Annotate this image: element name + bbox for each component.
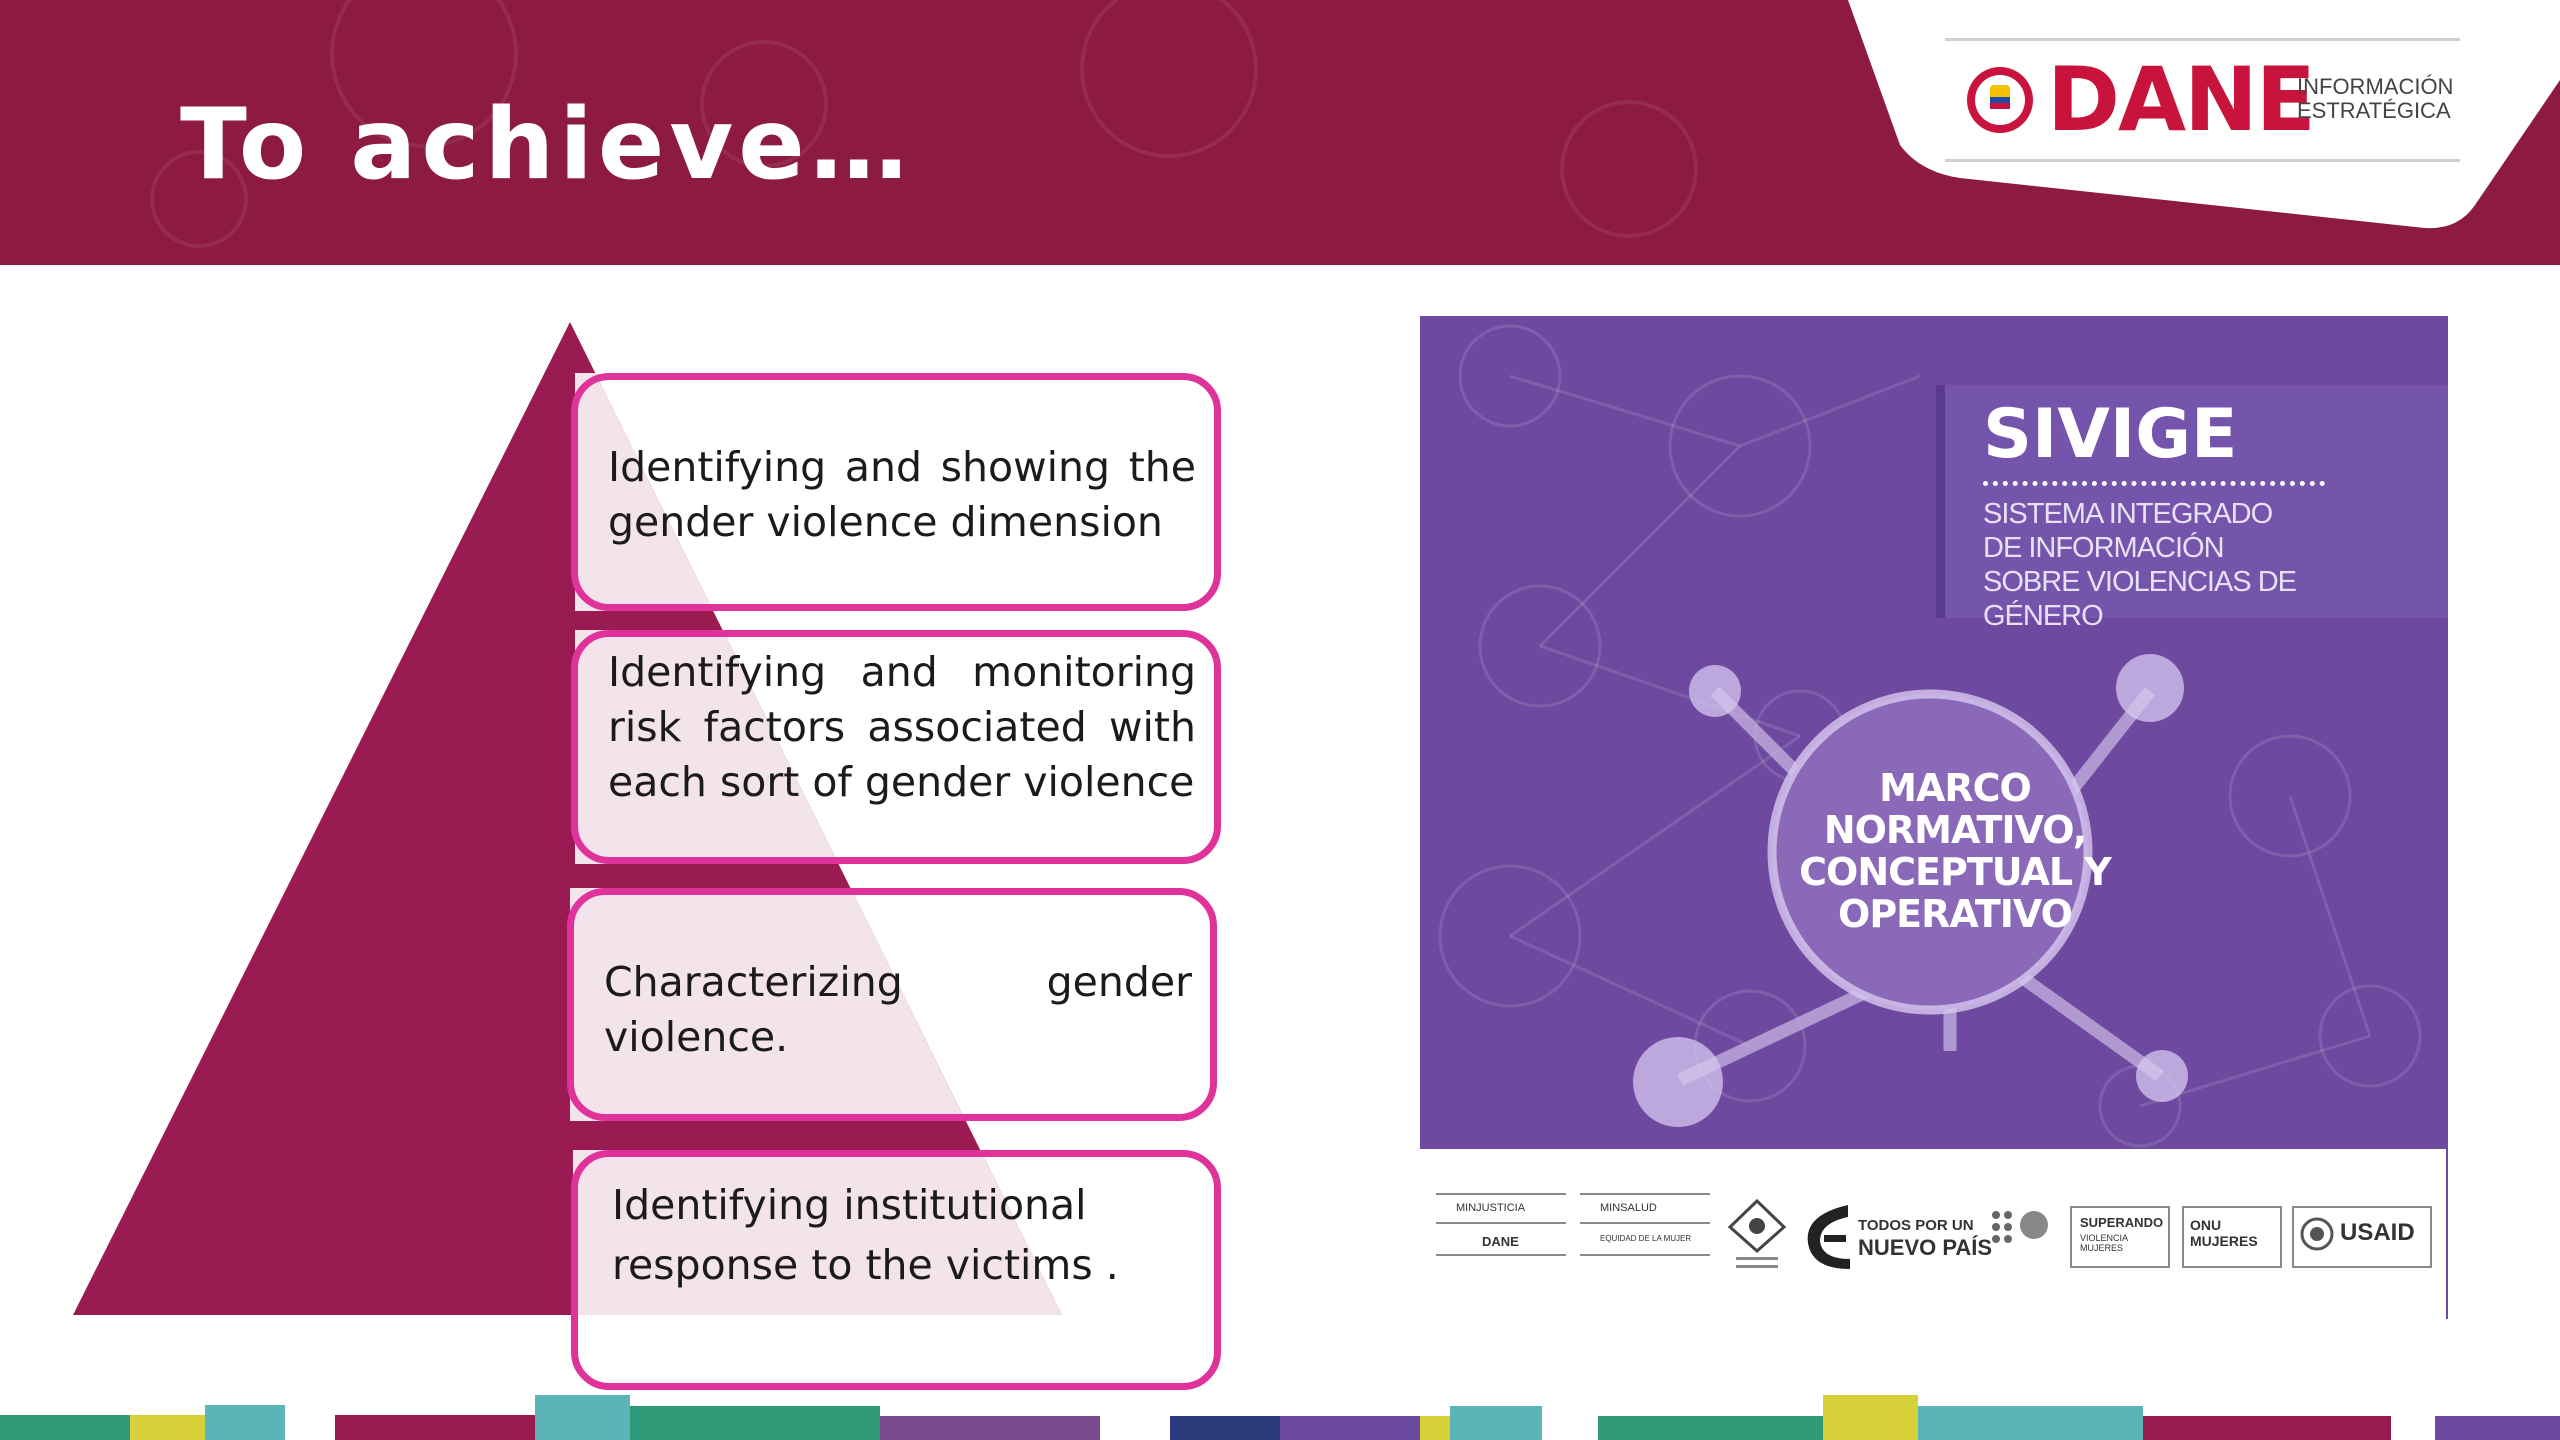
pyramid-box-3-text: Characterizing gender violence. bbox=[604, 958, 1192, 1061]
slide-title: To achieve… bbox=[180, 88, 913, 202]
dotted-divider bbox=[1983, 481, 2325, 486]
pyramid-box-2 bbox=[571, 630, 1221, 864]
minjusticia-logo: MINJUSTICIA bbox=[1456, 1202, 1526, 1214]
dane-logo bbox=[1945, 38, 2460, 162]
sivige-cover-image bbox=[1420, 316, 2448, 1149]
pyramid-box-1-text: Identifying and showing the gender violence dimension bbox=[608, 443, 1196, 546]
pyramid-box-4-text: Identifying institutional response to the victims . bbox=[612, 1181, 1119, 1289]
todos-por-un-text: TODOS POR UN bbox=[1858, 1217, 1974, 1234]
marco-normativo-text: MARCO NORMATIVO, CONCEPTUAL Y OPERATIVO bbox=[1799, 766, 2111, 936]
pyramid-box-1 bbox=[571, 373, 1221, 611]
comision-logo-icon bbox=[1728, 1199, 1786, 1275]
usaid-seal-icon bbox=[2300, 1217, 2334, 1251]
dane-tagline: INFORMACIÓN ESTRATÉGICA bbox=[2297, 74, 2454, 123]
bottom-color-bars bbox=[0, 1395, 2560, 1440]
dane-small-logo: DANE bbox=[1482, 1234, 1519, 1249]
minsalud-logo: MINSALUD bbox=[1600, 1202, 1657, 1214]
superando-text: SUPERANDO bbox=[2080, 1215, 2164, 1230]
nuevo-pais-text: NUEVO PAÍS bbox=[1858, 1235, 1993, 1260]
sivige-subtitle: SISTEMA INTEGRADO DE INFORMACIÓN SOBRE VIOLENCIAS DE GÉNERO bbox=[1983, 498, 2296, 632]
pyramid-box-4 bbox=[571, 1150, 1221, 1390]
dane-wordmark: DANE bbox=[2047, 48, 2314, 151]
usaid-text: USAID bbox=[2340, 1219, 2415, 1246]
pyramid-box-3 bbox=[567, 888, 1217, 1121]
violencia-mujeres-text: VIOLENCIA MUJERES bbox=[2080, 1233, 2128, 1253]
equidad-mujer-logo: EQUIDAD DE LA MUJER bbox=[1600, 1234, 1692, 1243]
sivige-title: SIVIGE bbox=[1983, 395, 2238, 474]
partner-logos bbox=[1420, 1149, 2448, 1319]
undp-dots-icon bbox=[1990, 1209, 2050, 1265]
sivige-title-panel bbox=[1936, 385, 2448, 632]
colombia-seal-icon bbox=[1965, 65, 2035, 135]
onu-mujeres-text: ONU MUJERES bbox=[2190, 1217, 2258, 1249]
todos-por-un-nuevo-pais-icon bbox=[1798, 1197, 1854, 1277]
pyramid-box-2-text: Identifying and monitoring risk factors associated with each sort of gender violence bbox=[608, 648, 1196, 806]
